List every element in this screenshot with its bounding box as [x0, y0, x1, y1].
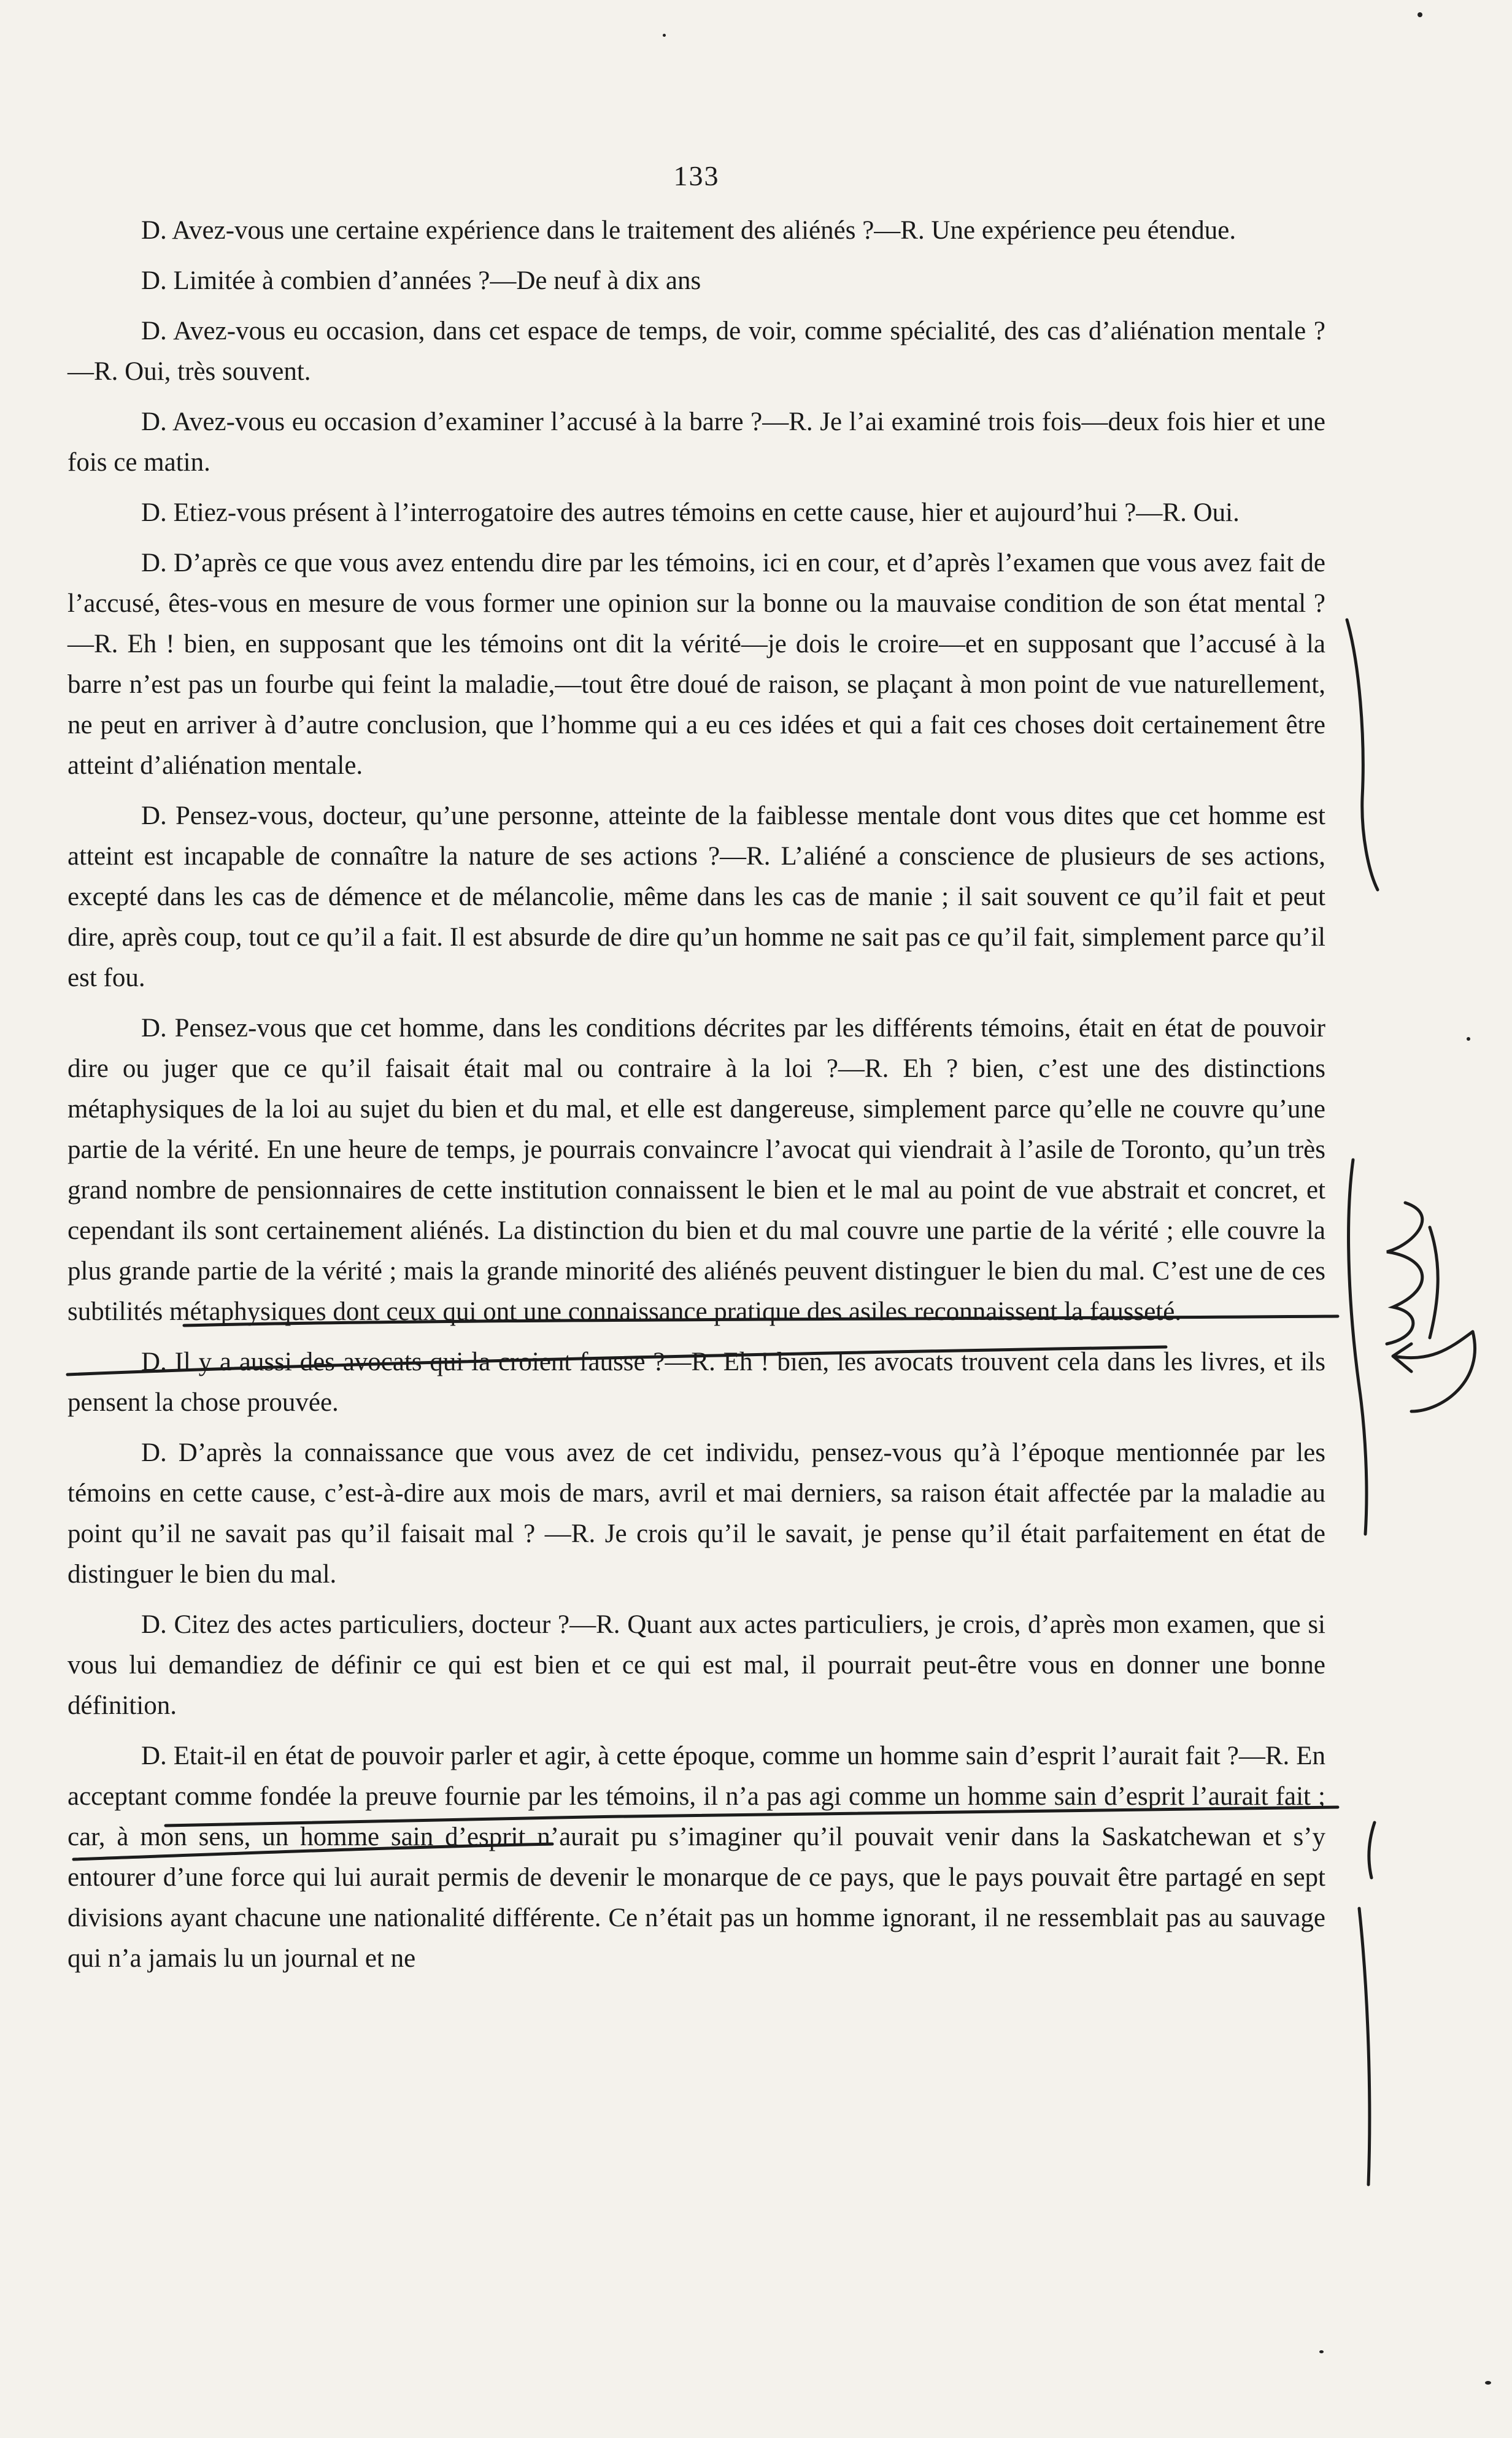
margin-bracket-3: [1359, 1908, 1370, 2185]
paragraph-9: D. Il y a aussi des avocats qui la croient fausse ?—R. Eh ! bien, les avocats trouvent cela dans les livres, et ils pensent la chose prouvée.: [68, 1348, 1325, 1417]
margin-tick: [1369, 1823, 1375, 1878]
paragraph-2: D. Limitée à combien d’années ?—De neuf à dix ans: [141, 266, 701, 295]
paragraph-3: D. Avez-vous eu occasion, dans cet espace de temps, de voir, comme spécialité, des cas d’aliénation mentale ?—R. Oui, très souvent.: [68, 317, 1325, 386]
margin-bracket-1: [1347, 620, 1378, 890]
page-number: 133: [673, 160, 720, 191]
scan-speck: [1418, 12, 1422, 17]
paragraph-10: D. D’après la connaissance que vous avez de cet individu, pensez-vous qu’à l’époque mentionnée par les témoins en cette cause, c’est-à-dire aux mois de mars, avril et mai derniers, sa raison était affectée par la maladie au point qu’il ne savait pas qu’il faisait mal ? —R. Je crois qu’il le savait, je pense qu’il était parfaitement en état de distinguer le bien du mal.: [68, 1438, 1325, 1589]
paragraph-1: D. Avez-vous une certaine expérience dans le traitement des aliénés ?—R. Une expérience peu étendue.: [141, 216, 1236, 245]
scan-speck: [1467, 1037, 1470, 1041]
scan-speck: [663, 34, 666, 37]
margin-arrow: [1393, 1332, 1475, 1411]
paragraph-7: D. Pensez-vous, docteur, qu’une personne, atteinte de la faiblesse mentale dont vous dites que cet homme est atteint est incapable de connaître la nature de ses actions ?—R. L’aliéné a conscience de plusieurs de ses actions, excepté dans les cas de démence et de mélancolie, même dans les cas de manie ; il sait souvent ce qu’il fait et peut dire, après coup, tout ce qu’il a fait. Il est absurde de dire qu’un homme ne sait pas ce qu’il fait, simplement parce qu’il est fou.: [68, 801, 1325, 992]
paragraph-5: D. Etiez-vous présent à l’interrogatoire des autres témoins en cette cause, hier et aujourd’hui ?—R. Oui.: [141, 498, 1240, 527]
document-page: [68, 160, 1325, 1989]
paragraph-4: D. Avez-vous eu occasion d’examiner l’accusé à la barre ?—R. Je l’ai examiné trois fois—deux fois hier et une fois ce matin.: [68, 407, 1325, 477]
scan-speck: [1485, 2381, 1491, 2385]
margin-bracket-2: [1349, 1160, 1367, 1534]
paragraph-6: D. D’après ce que vous avez entendu dire par les témoins, ici en cour, et d’après l’examen que vous avez fait de l’accusé, êtes-vous en mesure de vous former une opinion sur la bonne ou la mauvaise condition de son état mental ?—R. Eh ! bien, en supposant que les témoins ont dit la vérité—je dois le croire—et en supposant que l’accusé à la barre n’est pas un fourbe qui feint la maladie,—tout être doué de raison, se plaçant à mon point de vue naturellement, ne peut en arriver à d’autre conclusion, que l’homme qui a eu ces idées et qui a fait ces choses doit certainement être atteint d’aliénation mentale.: [68, 549, 1325, 780]
paragraph-11: D. Citez des actes particuliers, docteur ?—R. Quant aux actes particuliers, je crois, d’après mon examen, que si vous lui demandiez de définir ce qui est bien et ce qui est mal, il pourrait peut-être vous en donner une bonne définition.: [68, 1610, 1325, 1720]
margin-scribble: [1387, 1203, 1438, 1344]
scan-speck: [1319, 2350, 1324, 2353]
paragraph-12: D. Etait-il en état de pouvoir parler et agir, à cette époque, comme un homme sain d’esprit l’aurait fait ?—R. En acceptant comme fondée la preuve fournie par les témoins, il n’a pas agi comme un homme sain d’esprit l’aurait fait ; car, à mon sens, un homme sain d’esprit n’aurait pu s’imaginer qu’il pouvait venir dans la Saskatchewan et s’y entourer d’une force qui lui aurait permis de devenir le monarque de ce pays, que le pays pouvait être partagé en sept divisions ayant chacune une nationalité différente. Ce n’était pas un homme ignorant, il ne ressemblait pas au sauvage qui n’a jamais lu un journal et ne: [68, 1742, 1325, 1973]
paragraph-8: D. Pensez-vous que cet homme, dans les conditions décrites par les différents témoins, était en état de pouvoir dire ou juger que ce qu’il faisait était mal ou contraire à la loi ?—R. Eh ? bien, c’est une des distinctions métaphysiques de la loi au sujet du bien et du mal, et elle est dangereuse, simplement parce qu’elle ne couvre qu’une partie de la vérité. En une heure de temps, je pourrais convaincre l’avocat qui viendrait à l’asile de Toronto, qu’un très grand nombre de pensionnaires de cette institution connaissent le bien et le mal au point de vue abstrait et concret, et cependant ils sont certainement aliénés. La distinction du bien et du mal couvre une partie de la vérité ; elle couvre la plus grande partie de la vérité ; mais la grande minorité des aliénés peuvent distinguer le bien du mal. C’est une de ces subtilités métaphysiques dont ceux qui ont une connaissance pratique des asiles reconnaissent la fausseté.: [68, 1014, 1325, 1326]
